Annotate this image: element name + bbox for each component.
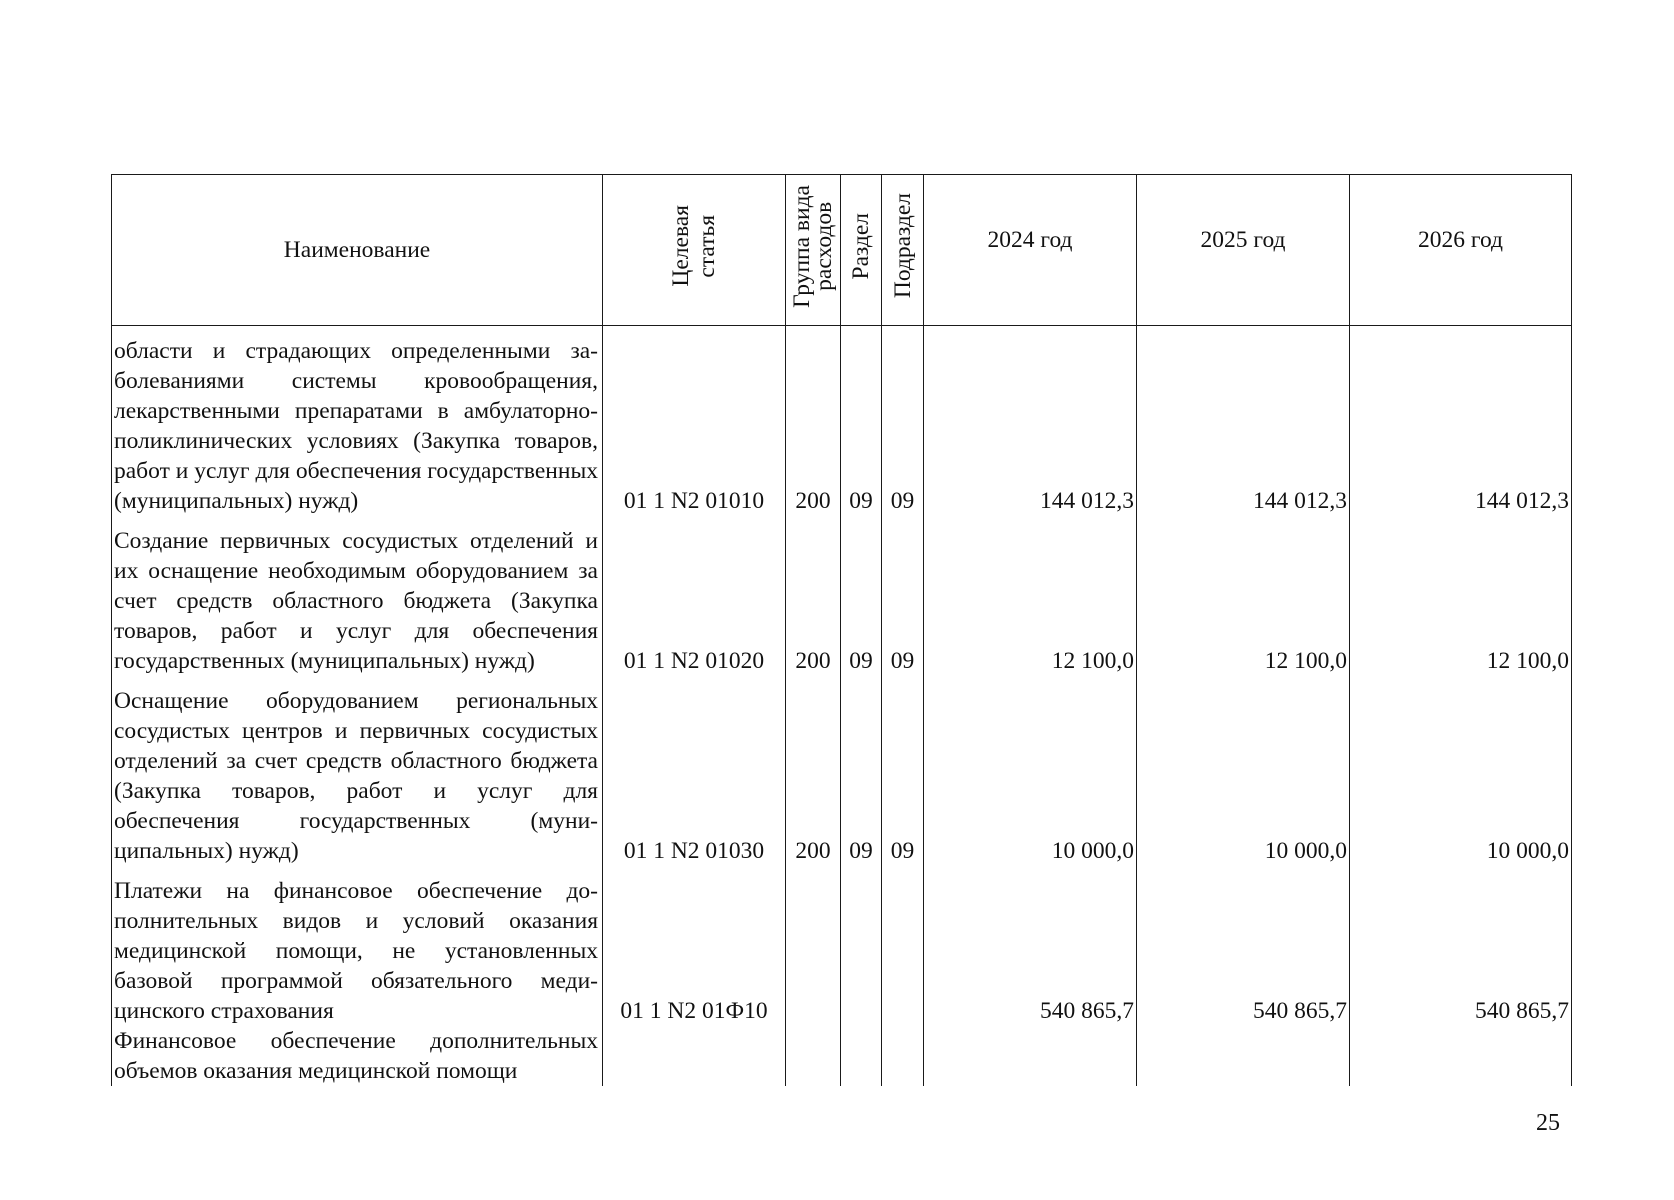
row-expense-group: 200 [786,676,841,866]
row-amount-2025: 12 100,0 [1137,516,1350,676]
table-row [112,1026,1572,1086]
header-target-article [603,175,786,326]
row-amount-2026 [1350,1026,1572,1086]
header-year-2025-label: 2025 год [1200,227,1286,253]
row-section [841,1026,882,1086]
header-expense-group [786,175,841,326]
row-amount-2026: 144 012,3 [1350,326,1572,517]
table-row [112,326,1572,517]
table-row [112,866,1572,1026]
row-amount-2025 [1137,1026,1350,1086]
row-subsection: 09 [882,516,924,676]
header-name [112,175,603,326]
row-amount-2024 [924,1026,1137,1086]
row-amount-2025: 10 000,0 [1137,676,1350,866]
row-name: Создание первичных сосудистых отделений и их оснащение необходимым оборудованием за счет средств областного бюджета (Закупка товаров, работ и услуг для обеспечения государственных (муниципальных) нужд) [112,516,603,676]
row-amount-2025: 540 865,7 [1137,866,1350,1026]
budget-table [111,174,1572,1086]
row-expense-group: 200 [786,516,841,676]
table-header-row [112,175,1572,326]
row-target-article: 01 1 N2 01Ф10 [603,866,786,1026]
header-name-label: Наименование [283,237,431,263]
header-target-line1: Целевая [668,205,694,287]
header-target-line2: статья [694,214,720,278]
header-section [841,175,882,326]
row-name: Платежи на финансовое обеспечение дополнительных видов и условий оказания медицинской помощи, не установленных базовой программой обязательного медицинского страхования [112,866,603,1026]
header-group-line2: расходов [811,201,837,291]
row-section: 09 [841,326,882,517]
row-subsection [882,1026,924,1086]
header-group-line1: Группа вида [789,184,815,308]
row-name: области и страдающих определенными заболеваниями системы кровообращения, лекарственными препаратами в амбулаторно-поликлинических условиях (Закупка товаров, работ и услуг для обеспечения государственных (муниципальных) нужд) [112,326,603,517]
row-expense-group: 200 [786,326,841,517]
row-name: Финансовое обеспечение дополнительных объемов оказания медицинской помощи [112,1026,603,1086]
row-expense-group [786,1026,841,1086]
row-amount-2024: 540 865,7 [924,866,1137,1026]
row-subsection: 09 [882,326,924,517]
row-target-article: 01 1 N2 01010 [603,326,786,517]
table-row [112,676,1572,866]
row-subsection: 09 [882,676,924,866]
row-amount-2024: 10 000,0 [924,676,1137,866]
row-section: 09 [841,676,882,866]
row-amount-2024: 144 012,3 [924,326,1137,517]
header-year-2024 [924,175,1137,326]
header-year-2026-label: 2026 год [1418,227,1503,253]
row-section [841,866,882,1026]
row-amount-2026: 540 865,7 [1350,866,1572,1026]
page-number: 25 [1536,1110,1560,1136]
header-subsection-label: Подраздел [889,193,916,299]
header-subsection [882,175,924,326]
table-row [112,516,1572,676]
row-section: 09 [841,516,882,676]
header-section-label: Раздел [848,212,874,280]
row-amount-2026: 12 100,0 [1350,516,1572,676]
row-target-article: 01 1 N2 01020 [603,516,786,676]
row-expense-group [786,866,841,1026]
header-year-2026 [1350,175,1572,326]
row-name: Оснащение оборудованием региональных сосудистых центров и первичных сосудистых отделений за счет средств областного бюджета (Закупка товаров, работ и услуг для обеспечения государственных (муниципальных) нужд) [112,676,603,866]
row-target-article: 01 1 N2 01030 [603,676,786,866]
row-amount-2025: 144 012,3 [1137,326,1350,517]
row-target-article [603,1026,786,1086]
row-amount-2026: 10 000,0 [1350,676,1572,866]
header-year-2025 [1137,175,1350,326]
row-amount-2024: 12 100,0 [924,516,1137,676]
header-year-2024-label: 2024 год [987,227,1073,253]
row-subsection [882,866,924,1026]
